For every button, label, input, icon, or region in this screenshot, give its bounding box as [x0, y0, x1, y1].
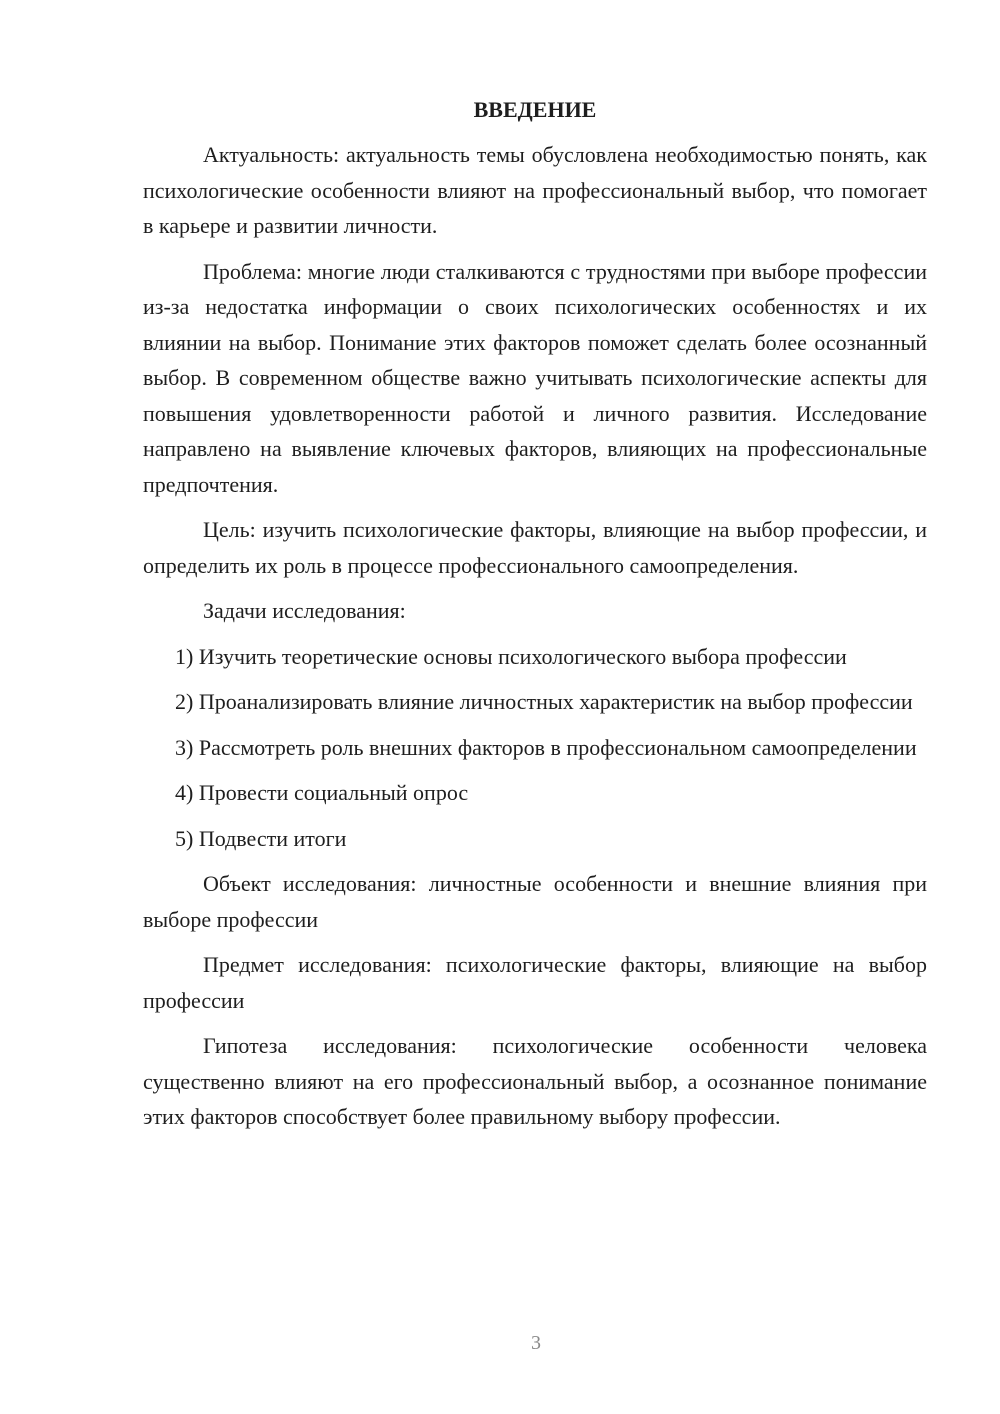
task-number: 3) — [175, 734, 194, 760]
task-item-5 — [143, 821, 927, 857]
task-item-3 — [143, 730, 927, 766]
tasks-heading: Задачи исследования: — [203, 598, 406, 623]
paragraph-object: Объект исследования: личностные особенности и внешние влияния при выборе профессии — [143, 871, 927, 932]
task-number: 1) — [175, 643, 194, 669]
task-number: 2) — [175, 689, 194, 714]
page-content — [143, 92, 927, 1145]
task-item-2 — [143, 684, 927, 720]
page-title: ВВЕДЕНИЕ — [473, 97, 597, 122]
task-number: 4) — [175, 780, 194, 805]
task-text: Провести социальный опрос — [198, 780, 469, 805]
task-number: 5) — [175, 825, 194, 851]
task-item-4 — [143, 775, 927, 811]
page-number: 3 — [531, 1332, 541, 1354]
task-text: Подвести итоги — [198, 825, 347, 851]
paragraph-relevance: Актуальность: актуальность темы обусловлена необходимостью понять, как психологические особенности влияют на профессиональный выбор, что помогает в карьере и развитии личности. — [143, 142, 927, 238]
paragraph-hypothesis: Гипотеза исследования: психологические особенности человека существенно влияют на его профессиональный выбор, а осознанное понимание этих факторов способствует более правильному выбору профессии. — [143, 1033, 927, 1129]
task-text: Рассмотреть роль внешних факторов в профессиональном самоопределении — [198, 734, 917, 760]
task-text: Изучить теоретические основы психологического выбора профессии — [198, 643, 847, 669]
task-text: Проанализировать влияние личностных характеристик на выбор профессии — [198, 689, 913, 714]
paragraph-goal: Цель: изучить психологические факторы, влияющие на выбор профессии, и определить их роль в процессе профессионального самоопределения. — [143, 517, 927, 578]
paragraph-subject: Предмет исследования: психологические факторы, влияющие на выбор профессии — [143, 952, 927, 1013]
paragraph-problem: Проблема: многие люди сталкиваются с трудностями при выборе профессии из-за недостатка информации о своих психологических особенностях и их влиянии на выбор. Понимание этих факторов поможет сделать более осознанный выбор. В современном обществе важно учитывать психологические аспекты для повышения удовлетворенности работой и личного развития. Исследование направлено на выявление ключевых факторов, влияющих на профессиональные предпочтения. — [143, 258, 927, 497]
task-item-1 — [143, 639, 927, 675]
